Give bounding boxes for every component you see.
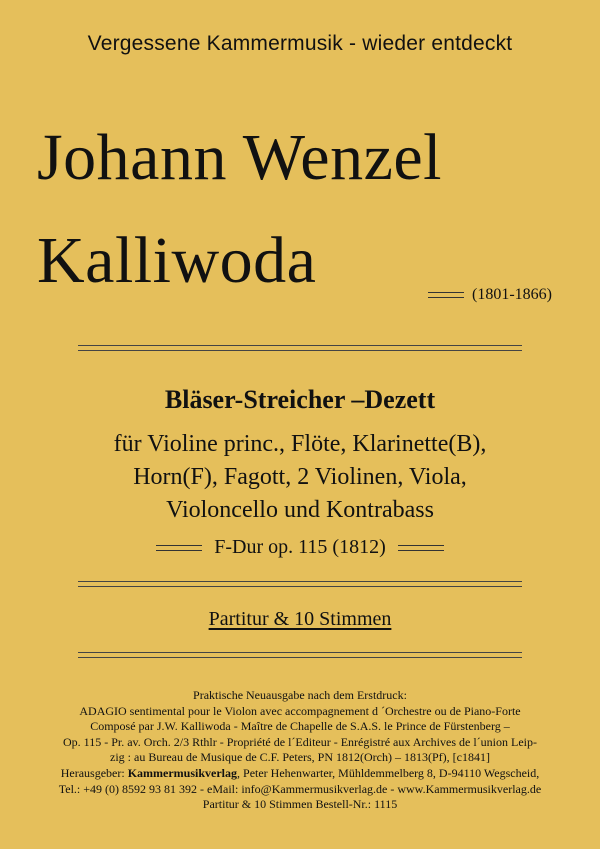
double-rule-ornament (398, 545, 444, 551)
composer-surname: Kalliwoda (37, 224, 317, 297)
instrumentation-line: Violoncello und Kontrabass (166, 497, 434, 523)
order-number: Partitur & 10 Stimmen Bestell-Nr.: 1115 (202, 797, 398, 812)
work-title: Bläser-Streicher –Dezett (164, 385, 436, 414)
publisher-prefix: Herausgeber: (60, 765, 128, 780)
instrumentation-line: für Violine princ., Flöte, Klarinette(B), (113, 431, 487, 457)
footer-line: Op. 115 - Pr. av. Orch. 2/3 Rthlr - Propriété de l´Editeur - Enrégistré aux Archives de l´union Leip- (63, 734, 537, 749)
footer-line: Praktische Neuausgabe nach dem Erstdruck: (193, 688, 407, 702)
double-rule-ornament (428, 292, 464, 298)
footer-line: ADAGIO sentimental pour le Violon avec accompagnement d ´Orchestre ou de Piano-Forte (79, 703, 521, 718)
parts-text: Partitur & 10 Stimmen (208, 608, 392, 630)
double-rule-top (78, 345, 522, 351)
work-key-text: F-Dur op. 115 (1812) (214, 536, 386, 558)
footer-line: Composé par J.W. Kalliwoda - Maître de Chapelle de S.A.S. le Prince de Fürstenberg – (90, 719, 510, 734)
double-rule-bottom (78, 652, 522, 658)
contact-line: Tel.: +49 (0) 8592 93 81 392 - eMail: info@Kammermusikverlag.de - www.Kammermusikverlag.de (58, 781, 542, 796)
work-key-opus (0, 536, 600, 559)
double-rule-middle (78, 581, 522, 587)
publication-notes (0, 688, 600, 813)
composer-first-names: Johann Wenzel (37, 121, 443, 194)
publisher-address: , Peter Hehenwarter, Mühldemmelberg 8, D-94110 Wegscheid, (237, 765, 540, 780)
publisher-name: Kammermusikverlag (127, 765, 238, 780)
parts-label (0, 608, 600, 631)
instrumentation-line: Horn(F), Fagott, 2 Violinen, Viola, (133, 464, 467, 490)
double-rule-ornament (156, 545, 202, 551)
footer-line: zig : au Bureau de Musique de C.F. Peters, PN 1812(Orch) – 1813(Pf), [c1841] (110, 750, 490, 765)
composer-dates-text: (1801-1866) (472, 286, 552, 303)
composer-dates (428, 286, 552, 304)
series-title: Vergessene Kammermusik - wieder entdeckt (87, 32, 513, 55)
instrumentation (0, 428, 600, 527)
publisher-line (0, 766, 600, 782)
